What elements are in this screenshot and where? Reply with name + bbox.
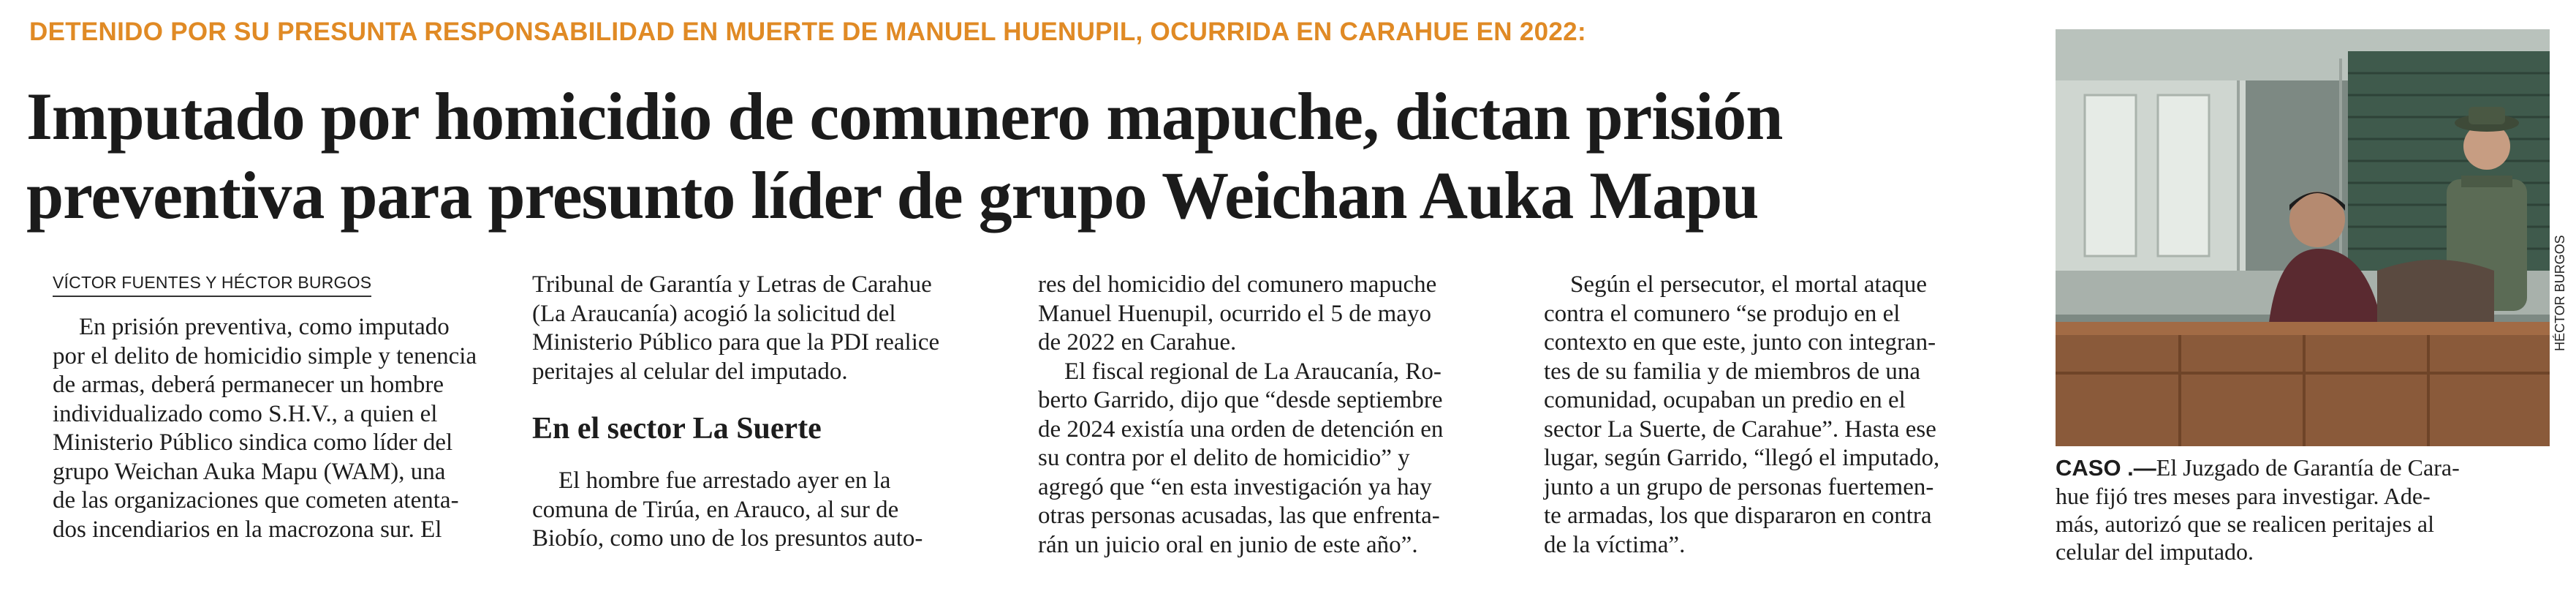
text-line: contexto en que este, junto con integran- xyxy=(1544,329,1936,356)
text-line: Ministerio Público sindica como líder del xyxy=(53,429,453,456)
text-line: de 2024 existía una orden de detención en xyxy=(1038,416,1444,443)
photo-caption xyxy=(2056,454,2560,565)
text-line: individualizado como S.H.V., a quien el xyxy=(53,400,438,427)
text-line: berto Garrido, dijo que “desde septiembre xyxy=(1038,387,1443,413)
text-line: de la víctima”. xyxy=(1544,531,1686,558)
headline-line-2: preventiva para presunto líder de grupo Weichan Auka Mapu xyxy=(26,158,1759,233)
text-line: junto a un grupo de personas fuertemen- xyxy=(1544,473,1934,500)
caption-line: celular del imputado. xyxy=(2056,538,2254,565)
text-line: tes de su familia y de miembros de una xyxy=(1544,358,1921,385)
text-line: Ministerio Público para que la PDI realice xyxy=(532,329,940,356)
col3-paragraph-1 xyxy=(1038,271,1517,358)
text-line: El hombre fue arrestado ayer en la xyxy=(558,467,891,494)
caption-text: El Juzgado de Garantía de Cara- xyxy=(2156,454,2460,481)
article-column-3 xyxy=(1038,271,1517,560)
text-line: comunidad, ocupaban un predio en el xyxy=(1544,387,1906,413)
text-line: sector La Suerte, de Carahue”. Hasta ese xyxy=(1544,416,1936,443)
headline xyxy=(26,77,2044,235)
text-line: En prisión preventiva, como imputado xyxy=(79,314,450,340)
caption-first-line xyxy=(2056,454,2560,482)
col3-paragraph-2 xyxy=(1038,358,1517,560)
text-line: agregó que “en esta investigación ya hay xyxy=(1038,473,1432,500)
caption-line: más, autorizó que se realicen peritajes al xyxy=(2056,511,2434,537)
text-line: su contra por el delito de homicidio” y xyxy=(1038,445,1410,471)
text-line: contra el comunero “se produjo en el xyxy=(1544,300,1901,327)
text-line: Según el persecutor, el mortal ataque xyxy=(1570,271,1927,298)
text-line: El fiscal regional de La Araucanía, Ro- xyxy=(1064,358,1442,385)
article-column-2 xyxy=(532,271,1011,554)
text-line: de armas, deberá permanecer un hombre xyxy=(53,372,444,398)
text-line: comuna de Tirúa, en Arauco, al sur de xyxy=(532,496,899,523)
courtroom-photo-illustration xyxy=(2056,29,2550,446)
col2-paragraph-1 xyxy=(532,271,1011,386)
article-column-4 xyxy=(1544,271,2023,560)
text-line: de las organizaciones que cometen atenta- xyxy=(53,487,459,514)
headline-line-1: Imputado por homicidio de comunero mapuche, dictan prisión xyxy=(26,79,1783,154)
text-line: dos incendiarios en la macrozona sur. El xyxy=(53,516,442,543)
col4-paragraph xyxy=(1544,271,2023,560)
text-line: lugar, según Garrido, “llegó el imputado, xyxy=(1544,445,1940,471)
text-line: grupo Weichan Auka Mapu (WAM), una xyxy=(53,458,446,485)
text-line: de 2022 en Carahue. xyxy=(1038,329,1237,356)
article-column-1 xyxy=(26,267,505,544)
kicker: DETENIDO POR SU PRESUNTA RESPONSABILIDAD EN MUERTE DE MANUEL HUENUPIL, OCURRIDA EN CARAHUE EN 2022: xyxy=(29,18,1586,46)
text-line: te armadas, los que dispararon en contra xyxy=(1544,503,1932,529)
text-line: otras personas acusadas, las que enfrenta- xyxy=(1038,503,1440,529)
caption-line: hue fijó tres meses para investigar. Ade- xyxy=(2056,483,2431,509)
courtroom-photo xyxy=(2056,29,2550,446)
photo-credit: HÉCTOR BURGOS xyxy=(2553,235,2567,351)
text-line: Tribunal de Garantía y Letras de Carahue xyxy=(532,271,932,298)
text-line: peritajes al celular del imputado. xyxy=(532,358,848,385)
col2-paragraph-2 xyxy=(532,467,1011,554)
text-line: (La Araucanía) acogió la solicitud del xyxy=(532,300,896,327)
text-line: rán un juicio oral en junio de este año”. xyxy=(1038,531,1418,558)
caption-label: CASO .— xyxy=(2056,455,2156,481)
text-line: res del homicidio del comunero mapuche xyxy=(1038,271,1437,298)
text-line: por el delito de homicidio simple y tenencia xyxy=(53,342,477,369)
byline: VÍCTOR FUENTES Y HÉCTOR BURGOS xyxy=(53,272,371,297)
col1-paragraph xyxy=(26,313,505,544)
text-line: Manuel Huenupil, ocurrido el 5 de mayo xyxy=(1038,300,1431,327)
subheading: En el sector La Suerte xyxy=(532,412,822,446)
text-line: Biobío, como uno de los presuntos auto- xyxy=(532,525,923,552)
